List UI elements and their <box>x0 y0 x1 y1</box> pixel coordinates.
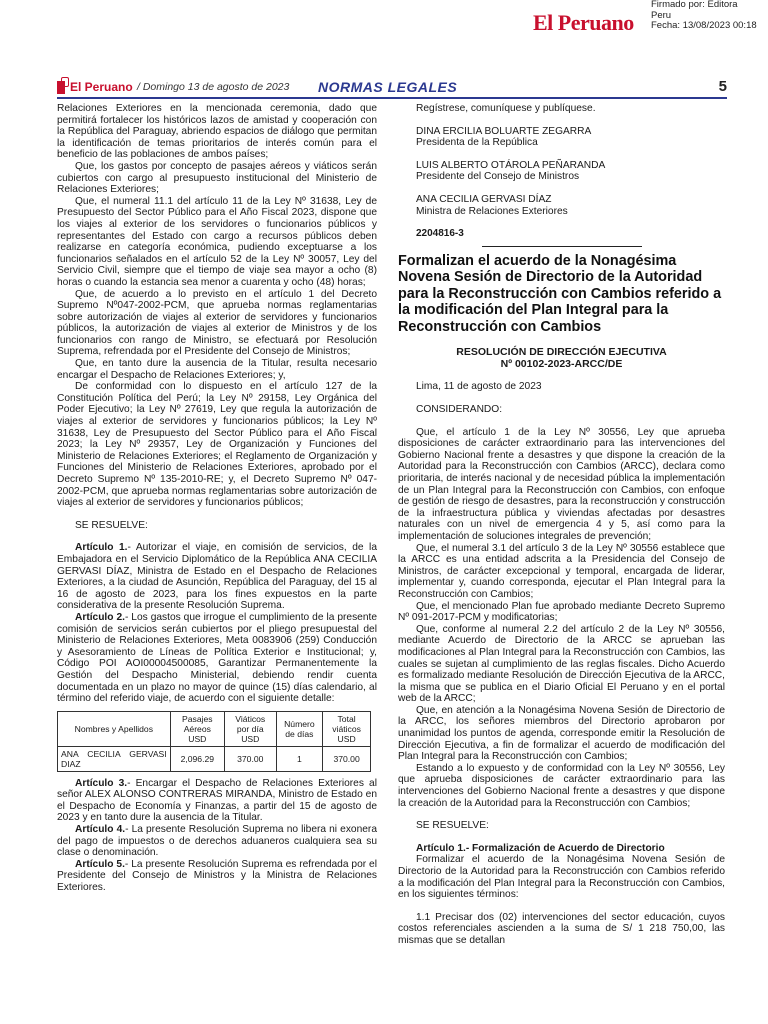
paragraph: Que, de acuerdo a lo previsto en el artículo 1 del Decreto Supremo Nº047-2002-PCM, que aprueba normas reglamentarias sobre autorización de viajes al exterior de servidores y funcionarios públicos, la autorización de viajes al exterior de Ministros y de los funcionarios con rango de Ministro, se efectuará por Resolución Suprema, refrendada por el Presidente del Consejo de Ministros; <box>57 288 377 358</box>
document-code: 2204816-3 <box>416 228 464 240</box>
flag-ribbon-icon <box>61 77 69 87</box>
header-date: / Domingo 13 de agosto de 2023 <box>137 81 290 93</box>
article-label: Artículo 2. <box>75 611 125 623</box>
right-column <box>398 103 725 947</box>
section-divider <box>482 246 642 247</box>
article-label: Artículo 4. <box>75 824 126 836</box>
signature-line-2: Peru <box>651 9 672 21</box>
considering-heading: CONSIDERANDO: <box>416 404 503 416</box>
resolve-heading: SE RESUELVE: <box>75 519 148 531</box>
paragraph: Que, en atención a la Nonagésima Novena Sesión de Directorio de la ARCC, los señores miembros del Directorio aprobaron por unanimidad los puntos de agenda, corresponde emitir la Resolución de Dirección Ejecutiva, a fin de formalizar el acuerdo de modificación del Plan Integral para la Reconstrucción con Cambios; <box>398 704 725 763</box>
paragraph: Estando a lo expuesto y de conformidad con la Ley Nº 30556, Ley que aprueba disposiciones de carácter extraordinario para las intervenciones del Gobierno Nacional frente a desastres y que dispone la creación de la Autoridad para la Reconstrucción con Cambios; <box>398 762 725 809</box>
paragraph: Que, los gastos por concepto de pasajes aéreos y viáticos serán cubiertos con cargo al presupuesto institucional del Ministerio de Relaciones Exteriores; <box>57 160 377 196</box>
paragraph: Que, en tanto dure la ausencia de la Titular, resulta necesario encargar el Despacho de Relaciones Exteriores; y, <box>57 358 377 381</box>
closing-formula: Regístrese, comuníquese y publíquese. <box>416 103 596 114</box>
header-section-title: NORMAS LEGALES <box>318 79 458 95</box>
page-number: 5 <box>718 78 727 95</box>
table-header-cell: Pasajes Aéreos USD <box>170 711 224 746</box>
paragraph: De conformidad con lo dispuesto en el artículo 127 de la Constitución Política del Perú; la Ley Nº 29158, Ley Orgánica del Poder Ejecutivo; la Ley Nº 27619, Ley que regula la autorización de viajes al exterior de servidores y funcionarios públicos; la Ley Nº 31638, Ley de Presupuesto del Sector Público para el Año Fiscal 2023; la Ley Nº 29357, Ley de Organización y Funciones del Ministerio de Relaciones Exteriores; el Reglamento de Organización y Funciones del Ministerio de Relaciones Exteriores, aprobado por el Decreto Supremo Nº 135-2010-RE; y, el Decreto Supremo Nº 047-2002-PCM, que aprueba normas reglamentarias sobre autorización de viajes al exterior de servidores y funcionarios públicos; <box>57 381 377 509</box>
paragraph: Que, el numeral 3.1 del artículo 3 de la Ley Nº 30556 establece que la ARCC es una entidad adscrita a la Presidencia del Consejo de Ministros, de carácter excepcional y temporal, encargada de liderar, implementar y, cuando corresponda, ejecutar el Plan Integral para la Reconstrucción con Cambios; <box>398 542 725 600</box>
table-cell: 1 <box>276 746 323 771</box>
article-1-heading <box>398 843 725 855</box>
table-header-cell: Total viáticos USD <box>323 711 371 746</box>
table-cell: 2,096.29 <box>170 746 224 771</box>
signer-role: Presidente del Consejo de Ministros <box>416 171 580 183</box>
signature-text <box>651 0 757 32</box>
resolution-title: RESOLUCIÓN DE DIRECCIÓN EJECUTIVA <box>456 346 667 359</box>
place-date: Lima, 11 de agosto de 2023 <box>416 381 542 393</box>
resolution-number: Nº 00102-2023-ARCC/DE <box>500 358 623 371</box>
article-5 <box>57 859 377 894</box>
signer-name: DINA ERCILIA BOLUARTE ZEGARRA <box>416 125 592 137</box>
table-header-cell: Nombres y Apellidos <box>58 711 171 746</box>
table-cell: 370.00 <box>224 746 276 771</box>
signer-role: Presidenta de la República <box>416 137 538 149</box>
article-heading: Formalizan el acuerdo de la Nonagésima Novena Sesión de Directorio de la Autoridad para la Reconstrucción con Cambios referido a la modificación del Plan Integral para la Reconstrucción con Cambios <box>398 252 722 335</box>
article-text: - La presente Resolución Suprema es refrendada por el Presidente del Consejo de Ministros y la Ministra de Relaciones Exteriores. <box>57 858 377 894</box>
header-paper-name: El Peruano <box>70 80 133 94</box>
el-peruano-logo: El Peruano <box>533 10 634 35</box>
article-text: - La presente Resolución Suprema no libera ni exonera del pago de impuestos o de derechos aduaneros cualquiera sea su clase o denominación. <box>57 824 377 859</box>
signature-line-1: Firmado por: Editora <box>651 0 738 10</box>
paragraph: Que, el mencionado Plan fue aprobado mediante Decreto Supremo Nº 091-2017-PCM y modificatorias; <box>398 600 725 624</box>
paragraph: Formalizar el acuerdo de la Nonagésima Novena Sesión de Directorio de la Autoridad para la Reconstrucción con Cambios referido a la modificación del Plan Integral para la Reconstrucción con Cambios, en los siguientes términos: <box>398 854 725 901</box>
left-column <box>57 103 377 894</box>
table-cell: ANA CECILIA GERVASI DIAZ <box>58 746 171 771</box>
article-text: - Autorizar el viaje, en comisión de servicios, de la Embajadora en el Servicio Diplomático de la República ANA CECILIA GERVASI DÍAZ, Ministra de Estado en el Despacho de Relaciones Exteriores, a la ciudad de Asunción, República del Paraguay, del 15 al 16 de agosto de 2023, para los fines expuestos en la parte considerativa de la presente Resolución Suprema. <box>57 542 377 612</box>
article-label: Artículo 3. <box>75 777 128 789</box>
article-4 <box>57 824 377 859</box>
article-label: Artículo 1. <box>75 542 128 554</box>
header-rule <box>57 97 727 99</box>
article-text: - Los gastos que irrogue el cumplimiento de la presente comisión de servicios serán cubiertos por el pliego presupuestal del Ministerio de Relaciones Exteriores, Meta 0083906 (259) Conducción y Asesoramiento de Líneas de Política Exterior e Institucional; y, Código POI AOI00004500085, Garantizar Permanentemente la Gestión del Despacho Ministerial, debiendo rendir cuenta documentada en un plazo no mayor de quince (15) días calendario, al término del referido viaje, de acuerdo con el siguiente detalle: <box>57 611 377 705</box>
article-2 <box>57 612 377 705</box>
paragraph: Que, el artículo 1 de la Ley Nº 30556, Ley que aprueba disposiciones de carácter extraordinario para las intervenciones del Gobierno Nacional frente a desastres y que dispone la creación de la Autoridad para la Reconstrucción con Cambios (ARCC), declara como prioritaria, de interés nacional y de necesidad pública la implementación de un Plan Integral para la Reconstrucción con Cambios, con enfoque de gestión de riesgo de desastres, para la reconstrucción y construcción de la infraestructura pública y viviendas afectadas por desastres naturales con un nivel de emergencia 4 y 5, así como para la implementación de soluciones integrales de prevención; <box>398 426 725 542</box>
table-header-row <box>58 711 371 746</box>
signature-line-3: Fecha: 13/08/2023 00:18 <box>651 20 757 31</box>
page-header <box>57 75 727 103</box>
table-header-cell: Número de días <box>276 711 323 746</box>
article-3 <box>57 778 377 824</box>
resolve-heading: SE RESUELVE: <box>416 820 489 832</box>
table-cell: 370.00 <box>323 746 371 771</box>
article-text: - Encargar el Despacho de Relaciones Exteriores al señor ALEX ALONSO CONTRERAS MIRANDA, Ministro de Estado en el Despacho de Economía y Finanzas, a partir del 15 de agosto de 2023 y en tanto dure la ausencia de la Titular. <box>57 777 377 824</box>
signer-role: Ministra de Relaciones Exteriores <box>416 205 568 217</box>
article-label: Artículo 5. <box>75 858 125 870</box>
paragraph: Que, el numeral 11.1 del artículo 11 de la Ley Nº 31638, Ley de Presupuesto del Sector Público para el Año Fiscal 2023, dispone que los viajes al exterior de los servidores o funcionarios públicos y representantes del Estado con cargo a recursos públicos deben realizarse en categoría económica, pudiendo exceptuarse a los funcionarios señalados en el artículo 52 de la Ley Nº 30057, Ley del Servicio Civil, siempre que el tiempo de viaje sea mayor a ocho (8) horas o cuando la estancia sea menor a cuarenta y ocho (48) horas; <box>57 195 377 288</box>
travel-expenses-table <box>57 711 371 772</box>
article-1 <box>57 542 377 612</box>
signature-stamp <box>0 0 768 40</box>
table-row <box>58 746 371 771</box>
signer-name: LUIS ALBERTO OTÁROLA PEÑARANDA <box>416 159 606 171</box>
signer-name: ANA CECILIA GERVASI DÍAZ <box>416 193 552 205</box>
article-label: Artículo 1.- Formalización de Acuerdo de Directorio <box>416 842 665 854</box>
paragraph: 1.1 Precisar dos (02) intervenciones del sector educación, cuyos costos referenciales ascienden a la suma de S/ 1 218 750,00, las mismas que se detallan <box>398 911 725 946</box>
paragraph: Que, conforme al numeral 2.2 del artículo 2 de la Ley Nº 30556, mediante Acuerdo de Directorio de la ARCC se aprueban las modificaciones al Plan Integral para la Reconstrucción con Cambios, las cuales se sujetan al cumplimiento de las reglas fiscales. Dicho Acuerdo es formalizado mediante Resolución de Dirección Ejecutiva de la ARCC, la misma que se publica en el Diario Oficial El Peruano y en el portal web de la ARCC; <box>398 623 725 705</box>
table-header-cell: Viáticos por día USD <box>224 711 276 746</box>
paragraph: Relaciones Exteriores en la mencionada ceremonia, dado que permitirá fortalecer los históricos lazos de amistad y cooperación con la República del Paraguay, abriendo espacios de diálogo que permitan la identificación de temas prioritarios de interés común para el beneficio de las poblaciones de ambos países; <box>57 103 377 161</box>
